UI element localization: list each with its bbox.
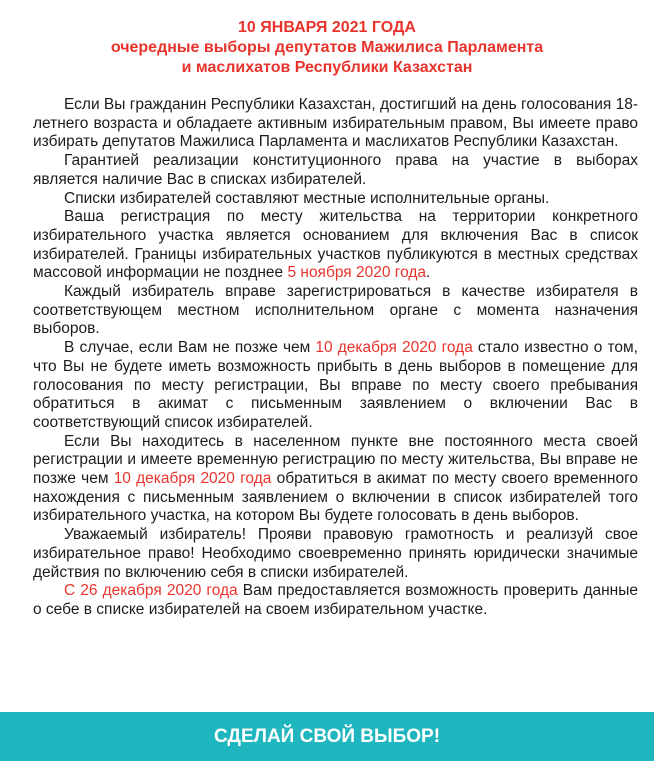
paragraph-voter-rights: Если Вы гражданин Республики Казахстан, достигший на день голосования 18-летнего возраста и обладаете активным избирательным правом, Вы имеете право избирать депутатов Мажилиса Парламента и маслихатов Республики Казахстан. [33,96,638,151]
document-header [0,18,654,78]
date-highlight: С 26 декабря 2020 года [64,582,238,600]
paragraph-registration-text: Ваша регистрация по месту жительства на территории конкретного избирательного участка является основанием для включения Вас в список избирателей. Границы избирательных участков публикуются в местных средствах массовой информации не позднее [33,208,638,282]
paragraph-self-registration: Каждый избиратель вправе зарегистрироваться в качестве избирателя в соответствующем местном исполнительном органе с момента назначения выборов. [33,283,638,338]
paragraph-check-text: Вам предоставляется возможность проверить данные о себе в списке избирателей на своем избирательном участке. [33,582,638,618]
election-subtitle-line1: очередные выборы депутатов Мажилиса Парламента [110,39,544,56]
paragraph-guarantee: Гарантией реализации конституционного права на участие в выборах является наличие Вас в списках избирателей. [33,152,638,188]
date-highlight: 10 декабря 2020 года [315,339,473,357]
paragraph-temporary-rest: обратиться в акимат по месту своего временного нахождения с письменным заявлением о включении в список избирателей того избирательного участка, на котором Вы будете голосовать в день выборов. [33,470,639,525]
paragraph-registration [33,208,638,283]
paragraph-registration-end: . [426,264,431,282]
paragraph-absence-text: В случае, если Вам не позже чем [64,339,316,357]
paragraph-lists-compiled: Списки избирателей составляют местные исполнительные органы. [64,189,550,207]
election-subtitle-line2: и маслихатов Республики Казахстан [181,59,473,76]
document-body [33,96,638,620]
date-highlight: 10 декабря 2020 года [113,470,272,488]
footer-slogan: СДЕЛАЙ СВОЙ ВЫБОР! [213,725,441,747]
footer-banner [0,712,654,761]
paragraph-absence-case [33,339,638,433]
paragraph-temporary-text: Если Вы находитесь в населенном пункте вне постоянного места своей регистрации и имеете временную регистрацию по месту жительства, Вы вправе не позже чем [33,432,638,488]
paragraph-temporary-registration [33,433,638,527]
date-highlight: 5 ноября 2020 года [287,264,427,282]
paragraph-appeal: Уважаемый избиратель! Прояви правовую грамотность и реализуй свое избирательное право! Необходимо своевременно принять юридически значимые действия по включению себя в списки избирателей. [33,526,638,581]
paragraph-absence-rest: стало известно о том, что Вы не будете иметь возможность прибыть в день выборов в помещение для голосования по месту регистрации, Вы вправе по месту своего пребывания обратиться в акимат с письменным заявлением о включении Вас в соответствующий список избирателей. [33,339,638,431]
paragraph-check-data [33,582,638,619]
election-date-title: 10 ЯНВАРЯ 2021 ГОДА [238,19,416,36]
